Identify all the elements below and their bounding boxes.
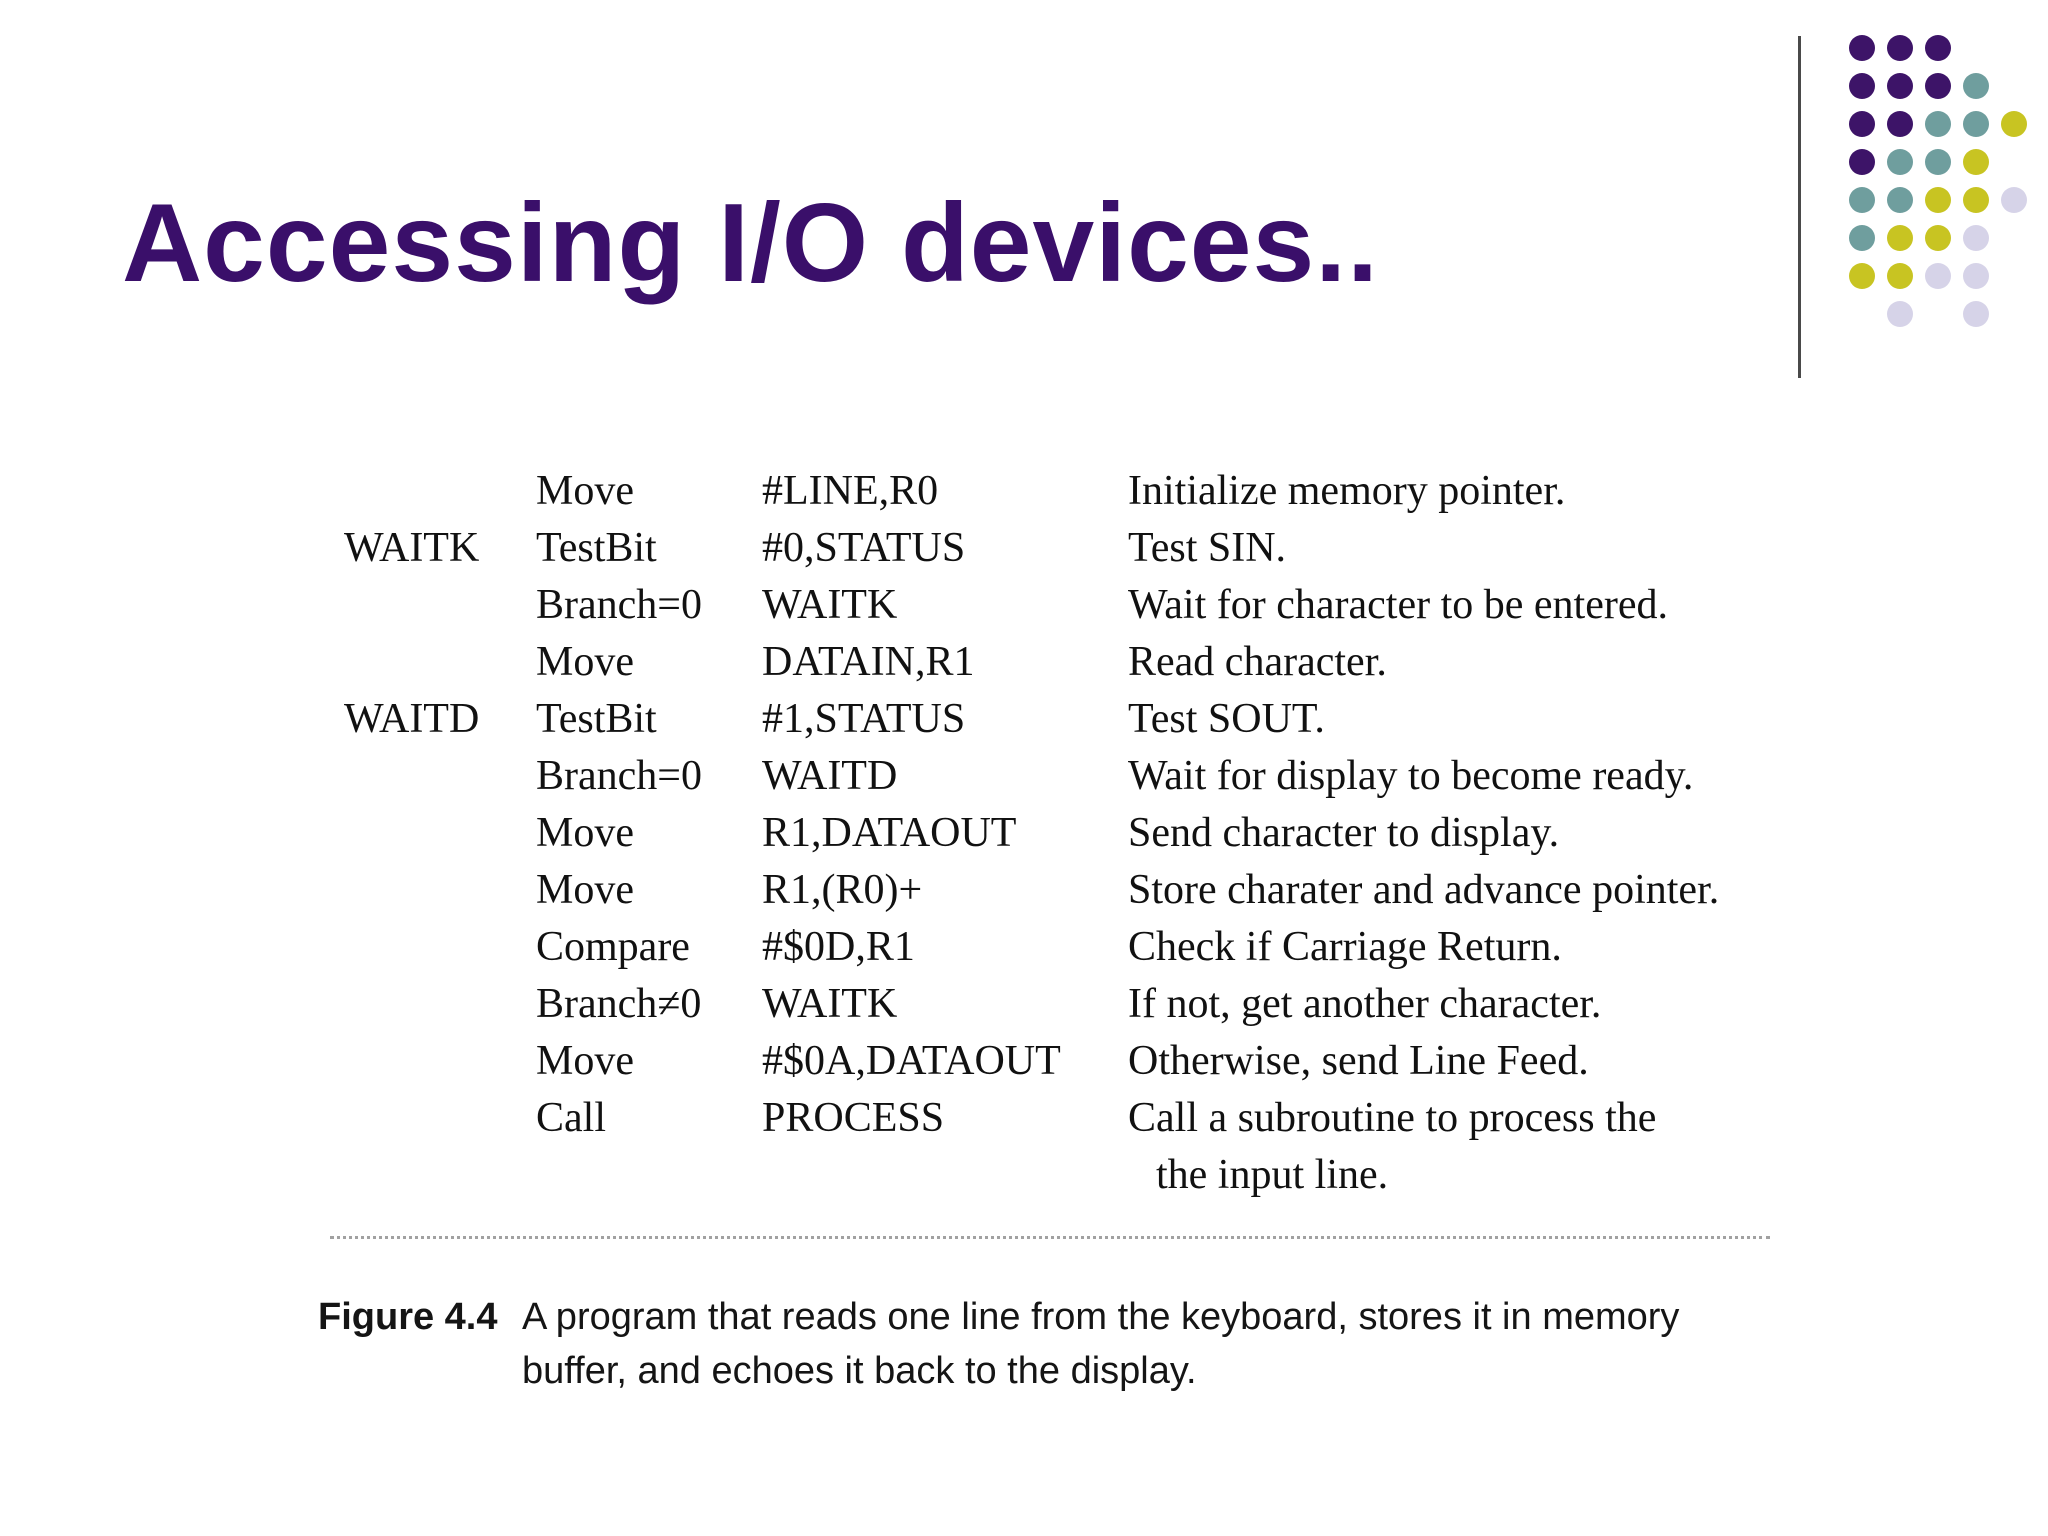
- program-row: [344, 862, 1774, 919]
- program-label: WAITD: [344, 696, 480, 742]
- program-operand: R1,(R0)+: [762, 867, 923, 913]
- decorative-dot: [1849, 149, 1875, 175]
- decorative-dot: [1849, 263, 1875, 289]
- program-continuation-row: [344, 1147, 1774, 1204]
- decorative-dot: [2001, 111, 2027, 137]
- program-opcode: Move: [536, 810, 634, 856]
- decorative-dot: [1849, 225, 1875, 251]
- decorative-dot: [1887, 225, 1913, 251]
- program-opcode: Move: [536, 639, 634, 685]
- program-comment: Store charater and advance pointer.: [1128, 867, 1720, 913]
- program-operand: R1,DATAOUT: [762, 810, 1017, 856]
- program-comment-continuation: the input line.: [1156, 1152, 1389, 1198]
- program-comment: Send character to display.: [1128, 810, 1560, 856]
- program-operand: PROCESS: [762, 1095, 945, 1141]
- program-opcode: Move: [536, 867, 634, 913]
- decorative-dot: [1849, 187, 1875, 213]
- program-opcode: Move: [536, 468, 634, 514]
- program-opcode: Branch=0: [536, 582, 702, 628]
- decorative-dot: [1887, 111, 1913, 137]
- decorative-dot: [1963, 149, 1989, 175]
- program-row: [344, 1033, 1774, 1090]
- decorative-dot: [1925, 149, 1951, 175]
- program-operand: WAITK: [762, 981, 898, 1027]
- program-opcode: TestBit: [536, 525, 657, 571]
- program-label: WAITK: [344, 525, 480, 571]
- decorative-dot: [1887, 149, 1913, 175]
- program-operand: WAITK: [762, 582, 898, 628]
- program-operand: #$0A,DATAOUT: [762, 1038, 1061, 1084]
- program-row: [344, 520, 1774, 577]
- decorative-dot: [1963, 111, 1989, 137]
- program-operand: #1,STATUS: [762, 696, 966, 742]
- program-comment: Read character.: [1128, 639, 1387, 685]
- decorative-dot: [1963, 225, 1989, 251]
- decorative-dot: [1925, 187, 1951, 213]
- program-operand: #$0D,R1: [762, 924, 915, 970]
- program-operand: WAITD: [762, 753, 898, 799]
- decorative-dot: [1963, 301, 1989, 327]
- program-row: [344, 748, 1774, 805]
- program-row: [344, 463, 1774, 520]
- decorative-dot: [1849, 111, 1875, 137]
- program-comment: Check if Carriage Return.: [1128, 924, 1562, 970]
- decorative-dot: [1849, 73, 1875, 99]
- program-comment: Wait for character to be entered.: [1128, 582, 1668, 628]
- program-operand: #0,STATUS: [762, 525, 966, 571]
- program-opcode: Call: [536, 1095, 606, 1141]
- program-row: [344, 1090, 1774, 1147]
- decorative-dot: [2001, 187, 2027, 213]
- program-opcode: TestBit: [536, 696, 657, 742]
- decorative-dot: [1963, 73, 1989, 99]
- program-opcode: Move: [536, 1038, 634, 1084]
- program-comment: Otherwise, send Line Feed.: [1128, 1038, 1589, 1084]
- program-comment: Call a subroutine to process the: [1128, 1095, 1657, 1141]
- program-row: [344, 634, 1774, 691]
- decorative-dot: [1925, 225, 1951, 251]
- figure-caption-text: A program that reads one line from the keyboard, stores it in memory buffer, and echoes it back to the display.: [522, 1296, 1680, 1392]
- program-opcode: Compare: [536, 924, 690, 970]
- program-opcode: Branch=0: [536, 753, 702, 799]
- decorative-dot: [1925, 73, 1951, 99]
- program-row: [344, 691, 1774, 748]
- decorative-dot: [1887, 263, 1913, 289]
- decorative-dot: [1887, 187, 1913, 213]
- program-operand: #LINE,R0: [762, 468, 939, 514]
- decorative-dot: [1887, 35, 1913, 61]
- program-comment: If not, get another character.: [1128, 981, 1602, 1027]
- decorative-dot: [1849, 35, 1875, 61]
- program-comment: Test SOUT.: [1128, 696, 1325, 742]
- program-operand: DATAIN,R1: [762, 639, 975, 685]
- title-divider-line: [1798, 36, 1801, 378]
- program-comment: Initialize memory pointer.: [1128, 468, 1566, 514]
- decorative-dot: [1925, 111, 1951, 137]
- decorative-dot: [1925, 263, 1951, 289]
- program-row: [344, 577, 1774, 634]
- program-comment: Wait for display to become ready.: [1128, 753, 1694, 799]
- decorative-dot: [1887, 73, 1913, 99]
- figure-separator: [330, 1236, 1770, 1239]
- decorative-dot: [1925, 35, 1951, 61]
- assembly-program-listing: [344, 463, 1774, 1203]
- decorative-dot: [1887, 301, 1913, 327]
- program-opcode: Branch≠0: [536, 981, 702, 1027]
- decorative-dot: [1963, 263, 1989, 289]
- decorative-dot: [1963, 187, 1989, 213]
- slide-title: Accessing I/O devices..: [122, 181, 1379, 305]
- program-comment: Test SIN.: [1128, 525, 1287, 571]
- program-row: [344, 805, 1774, 862]
- program-row: [344, 976, 1774, 1033]
- figure-label: Figure 4.4: [318, 1296, 498, 1338]
- program-row: [344, 919, 1774, 976]
